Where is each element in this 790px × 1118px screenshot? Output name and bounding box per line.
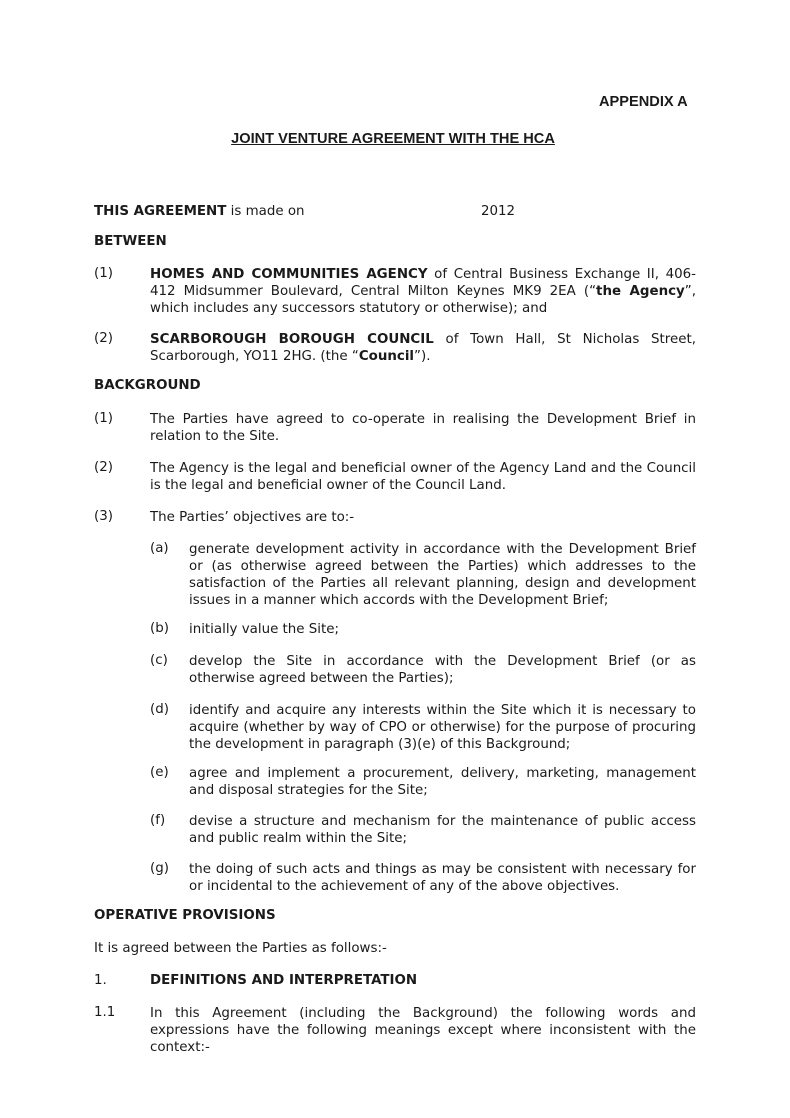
party-2-text (150, 331, 696, 365)
objective-f-number: (f) (150, 813, 166, 828)
section-1-heading: DEFINITIONS AND INTERPRETATION (150, 973, 418, 988)
party-2-number: (2) (94, 331, 113, 346)
objective-b-number: (b) (150, 621, 169, 636)
party-1-name: HOMES AND COMMUNITIES AGENCY (150, 267, 428, 282)
background-1-number: (1) (94, 411, 113, 426)
party-1-suffix: ”, which includes any successors statutory or otherwise); and (150, 284, 696, 316)
agreement-year: 2012 (481, 204, 516, 219)
party-1-defined-term: the Agency (596, 284, 685, 299)
objective-f-text: devise a structure and mechanism for the maintenance of public access and public realm within the Site; (189, 814, 696, 846)
party-1-number: (1) (94, 266, 113, 281)
objective-g-text: the doing of such acts and things as may be consistent with necessary for or incidental to the achievement of any of the above objectives. (189, 862, 696, 894)
section-1-number: 1. (94, 973, 107, 988)
party-1-text (150, 266, 696, 317)
objective-e-text: agree and implement a procurement, delivery, marketing, management and disposal strategies for the Site; (189, 766, 696, 798)
objective-b-text: initially value the Site; (189, 622, 340, 637)
party-2-defined-term: Council (358, 349, 415, 364)
clause-1-1-text: In this Agreement (including the Background) the following words and expressions have the following meanings except where inconsistent with the context:- (150, 1006, 696, 1055)
background-2-number: (2) (94, 460, 113, 475)
objective-g-number: (g) (150, 861, 169, 876)
background-1-text: The Parties have agreed to co-operate in realising the Development Brief in relation to the Site. (150, 412, 696, 444)
objective-a-number: (a) (150, 541, 169, 556)
objective-a-text: generate development activity in accordance with the Development Brief or (as otherwise agreed between the Parties) which addresses to the satisfaction of the Parties all relevant planning, design and development issues in a manner which accords with the Development Brief; (189, 542, 696, 608)
background-heading: BACKGROUND (94, 378, 201, 393)
intro-bold: THIS AGREEMENT (94, 204, 227, 219)
objective-c-number: (c) (150, 653, 168, 668)
objective-c-text: develop the Site in accordance with the Development Brief (or as otherwise agreed between the Parties); (189, 654, 696, 686)
operative-intro: It is agreed between the Parties as follows:- (94, 941, 387, 956)
operative-provisions-heading: OPERATIVE PROVISIONS (94, 908, 276, 923)
appendix-label: APPENDIX A (599, 94, 688, 110)
between-heading: BETWEEN (94, 234, 167, 249)
party-1-address: of Central Business Exchange II, 406-412 Midsummer Boulevard, Central Milton Keynes MK9 2EA (“ (150, 267, 696, 299)
document-title-text: JOINT VENTURE AGREEMENT WITH THE HCA (231, 131, 555, 147)
party-2-address: of Town Hall, St Nicholas Street, Scarborough, YO11 2HG. (the “ (150, 332, 696, 364)
document-title (0, 131, 790, 147)
objective-d-number: (d) (150, 702, 169, 717)
background-3-text: The Parties’ objectives are to:- (150, 510, 355, 525)
party-2-suffix: ”). (414, 349, 431, 364)
background-3-number: (3) (94, 509, 113, 524)
agreement-intro (94, 204, 305, 219)
clause-1-1-number: 1.1 (94, 1005, 116, 1020)
intro-text: is made on (226, 204, 305, 219)
party-2-name: SCARBOROUGH BOROUGH COUNCIL (150, 332, 434, 347)
objective-e-number: (e) (150, 765, 169, 780)
background-2-text: The Agency is the legal and beneficial owner of the Agency Land and the Council is the legal and beneficial owner of the Council Land. (150, 461, 696, 493)
objective-d-text: identify and acquire any interests within the Site which it is necessary to acquire (whether by way of CPO or otherwise) for the purpose of procuring the development in paragraph (3)(e) of this Background; (189, 703, 696, 752)
